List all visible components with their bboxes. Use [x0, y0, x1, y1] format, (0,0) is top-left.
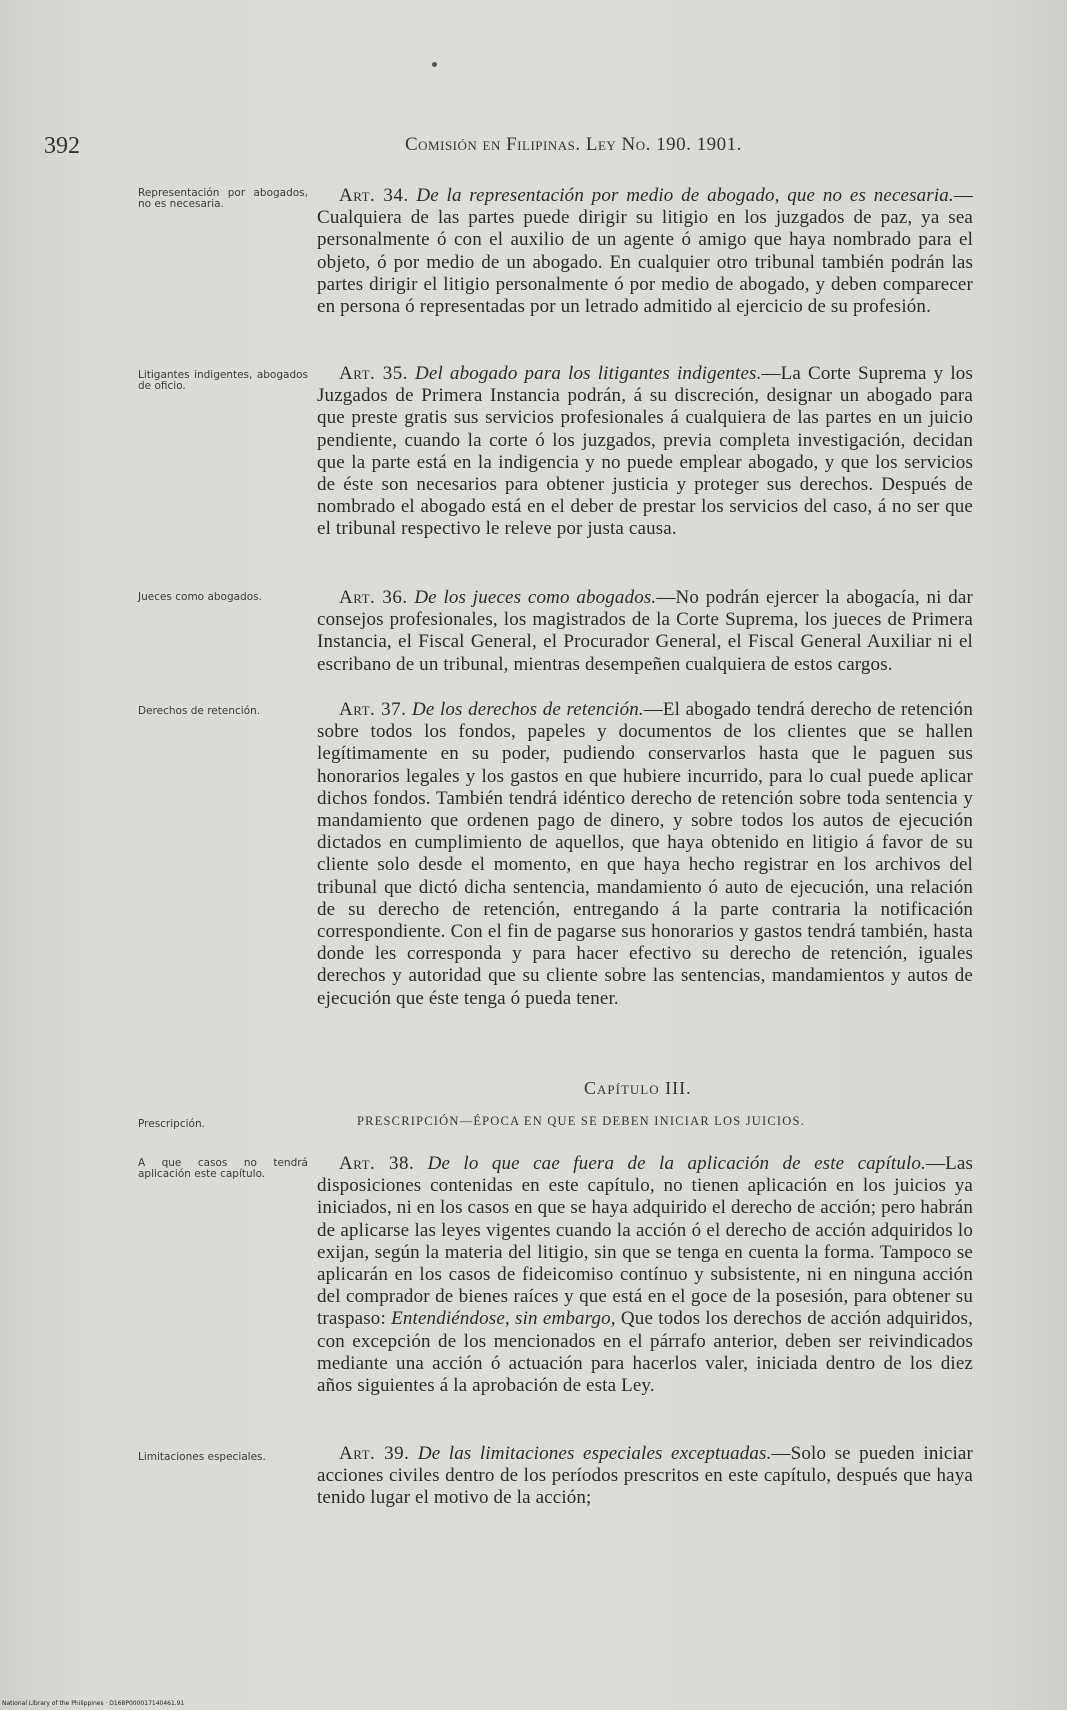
article-36: [317, 587, 973, 676]
article-title: De los derechos de retención.: [411, 699, 644, 720]
article-body: —Solo se pueden iniciar acciones civiles dentro de los períodos prescritos en este capítulo, después que haya tenido lugar el motivo de la acción;: [317, 1443, 973, 1509]
article-38: [317, 1153, 973, 1397]
margin-note-jueces: Jueces como abogados.: [138, 591, 262, 603]
article-body: —Cualquiera de las partes puede dirigir su litigio en los juzgados de paz, ya sea personalmente ó con el auxilio de un agente ó amigo que haya nombrado para el objeto, ó por medio de un abogado. En cualquier otro tribunal también podrán las partes dirigir el litigio personalmente ó por medio de abogado, y deben comparecer en persona ó representadas por un letrado admitido al ejercicio de su profesión.: [317, 185, 973, 318]
chapter-title: Capítulo III.: [584, 1078, 692, 1098]
margin-note-representacion: Representación por abogados, no es necesaria.: [138, 187, 308, 210]
article-label: Art. 39.: [339, 1443, 410, 1464]
article-label: Art. 38.: [339, 1153, 415, 1174]
article-emphasis: Entendiéndose, sin embargo,: [391, 1308, 616, 1330]
page-number: 392: [44, 133, 80, 159]
article-body: —Las disposiciones contenidas en este capítulo, no tienen aplicación en los juicios ya iniciados, ni en los casos en que se haya adquirido el derecho de acción; pero habrán de aplicarse las leyes vigentes cuando la acción ó el derecho de acción adquiridos lo exijan, según la materia del litigio, sin que se tenga en cuenta la forma. Tampoco se aplicarán en los casos de fideicomiso contínuo y subsistente, ni en ninguna acción del comprador de bienes raíces y que está en el goce de la posesión, para obtener su traspaso:: [317, 1153, 973, 1330]
article-label: Art. 37.: [339, 699, 407, 720]
article-title: De los jueces como abogados.: [414, 587, 657, 608]
footer-credit: National Library of the Philippines · D168P000017140461.91: [2, 1700, 185, 1707]
running-head: Comisión en Filipinas. Ley No. 190. 1901.: [405, 134, 742, 155]
article-35: [317, 363, 973, 541]
article-title: Del abogado para los litigantes indigentes.: [415, 363, 762, 384]
article-label: Art. 34.: [339, 185, 409, 206]
margin-note-litigantes: Litigantes indigentes, abogados de oficio.: [138, 369, 308, 392]
article-label: Art. 36.: [339, 587, 408, 608]
chapter-subtitle: PRESCRIPCIÓN—ÉPOCA EN QUE SE DEBEN INICIAR LOS JUICIOS.: [357, 1114, 805, 1128]
article-body: —No podrán ejercer la abogacía, ni dar consejos profesionales, los magistrados de la Corte Suprema, los jueces de Primera Instancia, el Fiscal General, el Procurador General, el Fiscal General Auxiliar ni el escribano de un tribunal, mientras desempeñen cualquiera de estos cargos.: [317, 587, 973, 675]
article-title: De lo que cae fuera de la aplicación de este capítulo.: [427, 1153, 926, 1174]
margin-note-retencion: Derechos de retención.: [138, 705, 261, 717]
ink-speck: [432, 62, 437, 67]
article-34: [317, 185, 973, 318]
margin-note-aplicacion: A que casos no tendrá aplicación este capítulo.: [138, 1157, 308, 1180]
article-title: De las limitaciones especiales exceptuadas.: [417, 1443, 772, 1464]
article-title: De la representación por medio de abogado, que no es necesaria.: [416, 185, 954, 206]
margin-note-limitaciones: Limitaciones especiales.: [138, 1451, 266, 1463]
article-37: [317, 699, 973, 1010]
article-body: —La Corte Suprema y los Juzgados de Primera Instancia podrán, á su discreción, designar un abogado para que preste gratis sus servicios profesionales á cualquiera de las partes en un juicio pendiente, cuando la corte ó los juzgados, previa completa investigación, decidan que la parte está en la indigencia y no puede emplear abogado, y que los servicios de éste son necesarios para obtener justicia y proteger sus derechos. Después de nombrado el abogado está en el deber de prestar los servicios del caso, á no ser que el tribunal respectivo le releve por justa causa.: [317, 363, 973, 540]
article-body: —El abogado tendrá derecho de retención sobre todos los fondos, papeles y documentos de los clientes que se hallen legítimamente en su poder, pudiendo conservarlos hasta que le paguen sus honorarios legales y los gastos en que hubiere incurrido, para lo cual puede aplicar dichos fondos. También tendrá idéntico derecho de retención sobre toda sentencia y mandamiento que ordenen pago de dinero, y sobre todos los autos de ejecución dictados en cumplimiento de aquellos, que haya obtenido en litigio á favor de su cliente solo desde el momento, en que haya hecho registrar en los archivos del tribunal que dictó dicha sentencia, mandamiento ó auto de ejecución, una relación de su derecho de retención, entregando á la parte contraria la notificación correspondiente. Con el fin de pagarse sus honorarios y gastos tendrá también, hasta donde les corresponda y para hacer efectivo su derecho de retención, iguales derechos y autoridad que su cliente sobre las sentencias, mandamientos y autos de ejecución que éste tenga ó pueda tener.: [317, 699, 973, 1009]
article-body-continued: Que todos los derechos de acción adquiridos, con excepción de los mencionados en el párrafo anterior, deben ser reivindicados mediante una acción ó actuación para hacerlos valer, iniciada dentro de los diez años siguientes á la aprobación de esta Ley.: [317, 1308, 973, 1397]
article-39: [317, 1443, 973, 1510]
margin-note-prescripcion: Prescripción.: [138, 1118, 205, 1130]
article-label: Art. 35.: [339, 363, 408, 384]
